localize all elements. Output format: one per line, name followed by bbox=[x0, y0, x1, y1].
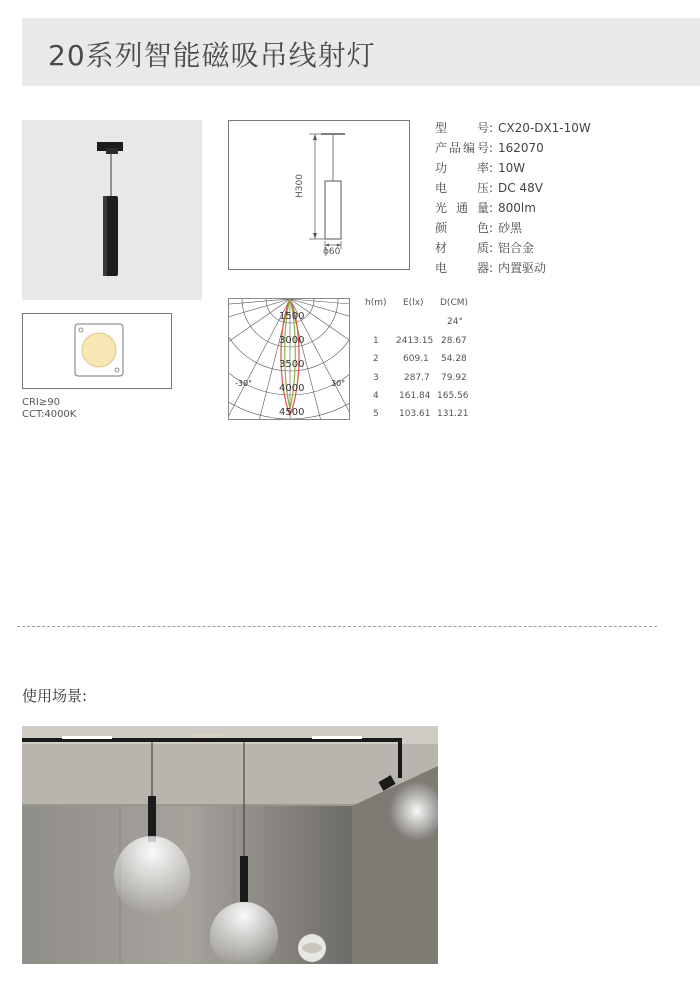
spec-row-material: 材质: 铝合金 bbox=[435, 241, 535, 255]
pendant-lamp-image bbox=[22, 120, 202, 300]
polar-intensity-label: 3000 bbox=[279, 335, 305, 346]
led-chip-diagram bbox=[22, 313, 172, 389]
polar-intensity-label: 4000 bbox=[279, 383, 305, 394]
light-table-header-height: h(m) bbox=[365, 298, 387, 308]
light-table-cell: 5 bbox=[373, 409, 379, 419]
product-photo bbox=[22, 120, 202, 300]
title-bar bbox=[22, 18, 700, 86]
section-divider bbox=[17, 626, 657, 627]
spec-row-color: 颜色: 砂黑 bbox=[435, 221, 523, 235]
page-title: 20系列智能磁吸吊线射灯 bbox=[48, 39, 376, 72]
light-table-cell: 287.7 bbox=[404, 373, 430, 383]
application-scene-photo bbox=[22, 726, 438, 964]
cri-label: CRI≥90 bbox=[22, 397, 60, 408]
spec-row-driver: 电器: 内置驱动 bbox=[435, 261, 547, 275]
dimension-drawing bbox=[228, 120, 410, 270]
light-table-cell: 4 bbox=[373, 391, 379, 401]
polar-angle-right-label: 30° bbox=[331, 379, 346, 388]
diameter-dimension-label: ϕ60 bbox=[323, 247, 341, 257]
height-dimension-label: H300 bbox=[294, 174, 305, 198]
light-table-cell: 103.61 bbox=[399, 409, 431, 419]
light-table-cell: 131.21 bbox=[437, 409, 469, 419]
polar-intensity-label: 4500 bbox=[279, 407, 305, 418]
spec-row-voltage: 电压: DC 48V bbox=[435, 181, 543, 195]
spec-row-model: 型号: CX20-DX1-10W bbox=[435, 121, 591, 135]
light-table-cell: 3 bbox=[373, 373, 379, 383]
polar-intensity-label: 1500 bbox=[279, 311, 305, 322]
spec-row-luminous-flux: 光通量: 800lm bbox=[435, 201, 536, 215]
cct-label: CCT:4000K bbox=[22, 409, 77, 420]
light-table-cell: 2 bbox=[373, 354, 379, 364]
light-table-cell: 54.28 bbox=[441, 354, 467, 364]
light-table-cell: 28.67 bbox=[441, 336, 467, 346]
light-table-header-diameter: D(CM) bbox=[440, 298, 469, 308]
polar-intensity-label: 3500 bbox=[279, 359, 305, 370]
scene-heading: 使用场景: bbox=[22, 687, 88, 705]
light-table-cell: 609.1 bbox=[403, 354, 429, 364]
light-table-cell: 2413.15 bbox=[396, 336, 434, 346]
light-table-cell: 165.56 bbox=[437, 391, 469, 401]
light-table-beam-angle: 24° bbox=[447, 317, 463, 327]
light-table-header-illuminance: E(lx) bbox=[403, 298, 424, 308]
light-table-cell: 79.92 bbox=[441, 373, 467, 383]
light-table-cell: 1 bbox=[373, 336, 379, 346]
spec-row-product-code: 产品编号: 162070 bbox=[435, 141, 544, 155]
polar-light-distribution-chart bbox=[228, 298, 350, 420]
polar-angle-left-label: -30° bbox=[235, 379, 253, 388]
spec-row-power: 功率: 10W bbox=[435, 161, 526, 175]
light-table-cell: 161.84 bbox=[399, 391, 431, 401]
